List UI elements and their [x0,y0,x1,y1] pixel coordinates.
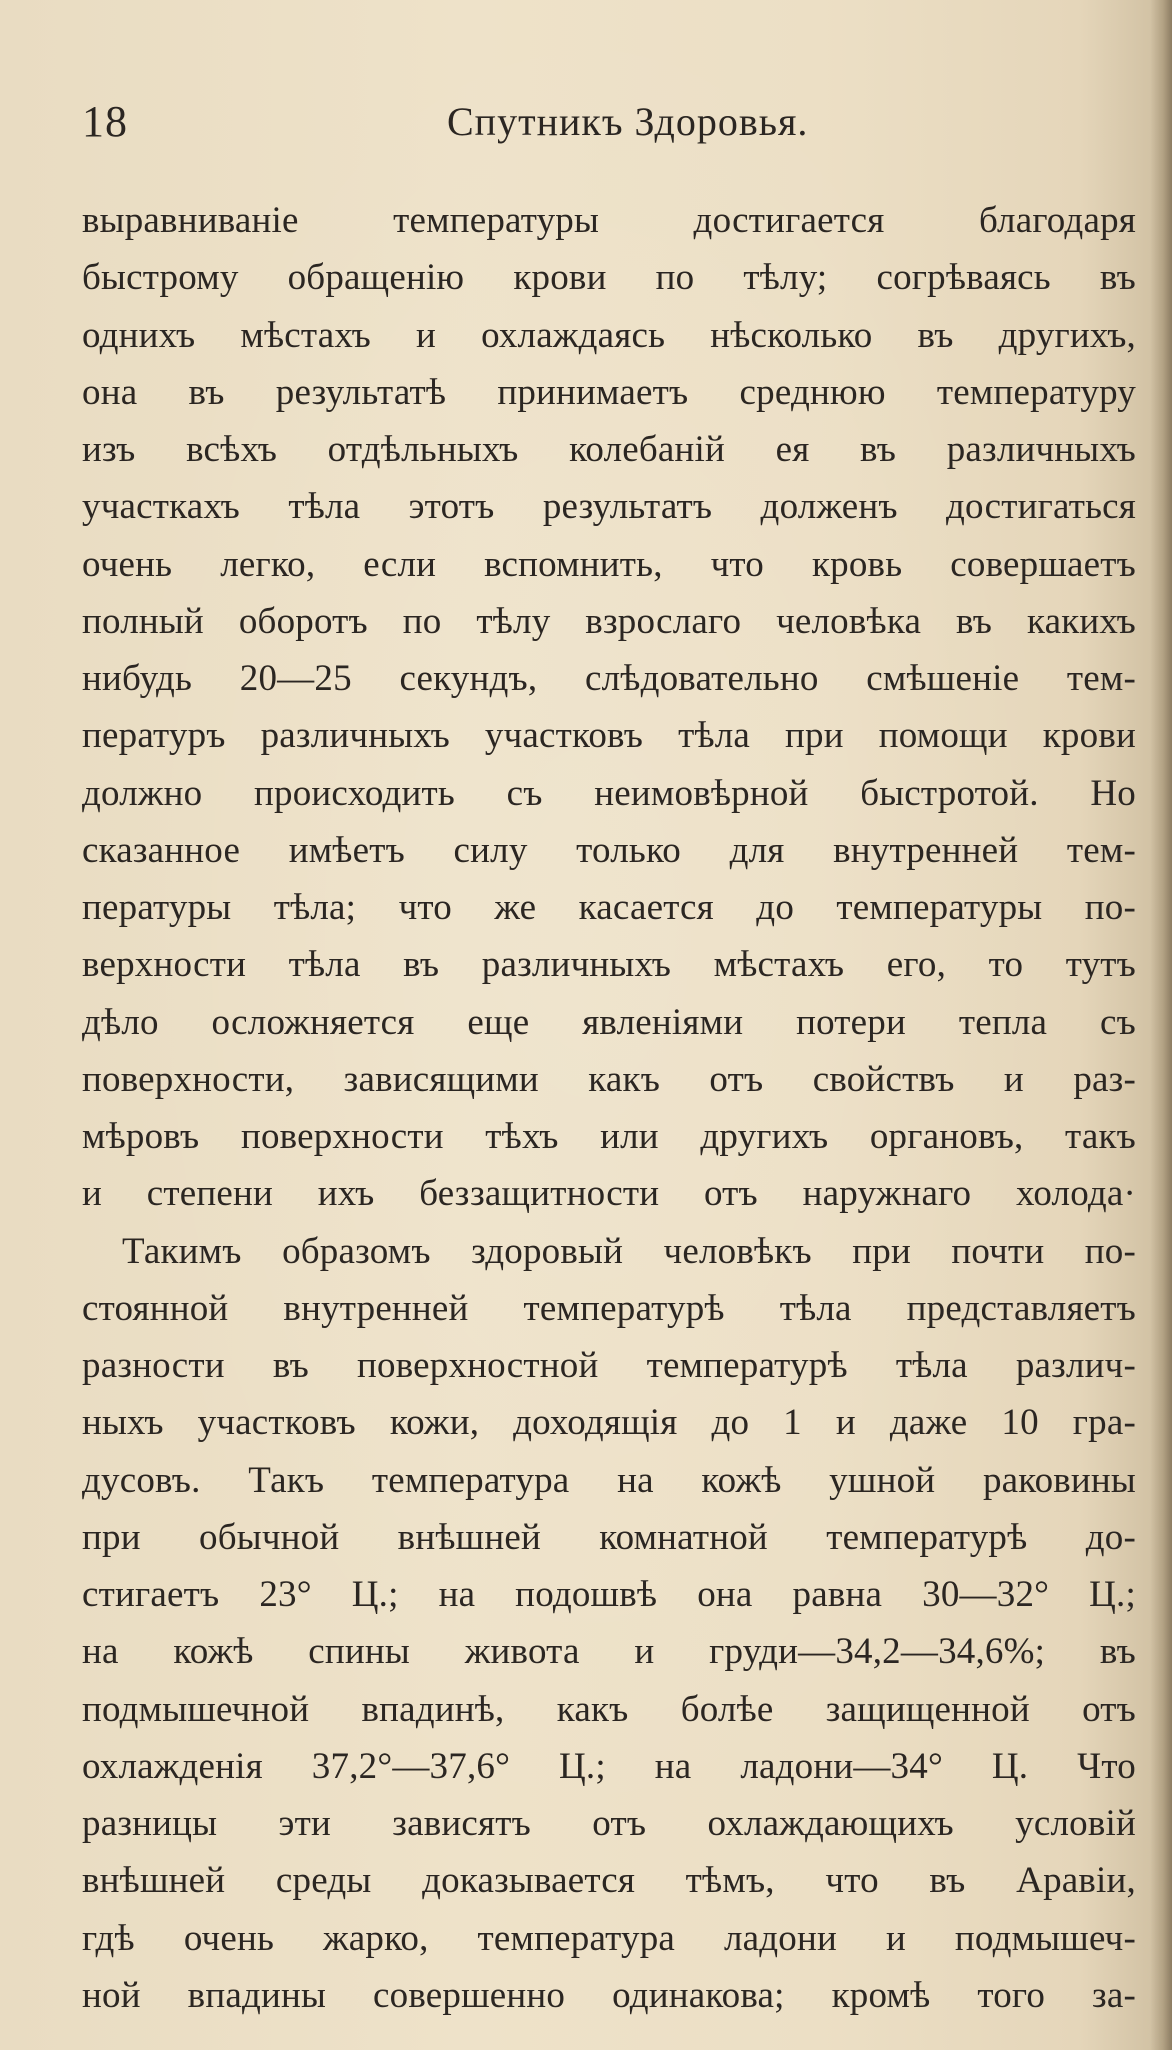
text-line: охлажденiя 37,2°—37,6° Ц.; на ладони—34° Ц. Что [82,1745,1136,1787]
page-edge-shadow [1150,0,1172,2050]
text-line: подмышечной впадинѣ, какъ болѣе защищенной отъ [82,1688,1136,1730]
page-header [82,92,1132,152]
text-line: гдѣ очень жарко, температура ладони и подмышеч- [82,1917,1136,1959]
paragraph-start-line: Такимъ образомъ здоровый человѣкъ при почти по- [122,1230,1136,1272]
text-line: поверхности, зависящими какъ отъ свойствъ и раз- [82,1058,1136,1100]
text-line: очень легко, если вспомнить, что кровь совершаетъ [82,543,1136,585]
text-line: ныхъ участковъ кожи, доходящiя до 1 и даже 10 гра- [82,1402,1136,1444]
text-line: пературъ различныхъ участковъ тѣла при помощи крови [82,715,1136,757]
text-line: должно происходить съ неимовѣрной быстротой. Но [82,772,1136,814]
text-line: мѣровъ поверхности тѣхъ или другихъ органовъ, такъ [82,1116,1136,1157]
text-line: полный оборотъ по тѣлу взрослаго человѣка въ какихъ [82,600,1136,642]
text-line: быстрому обращенiю крови по тѣлу; согрѣваясь въ [82,257,1136,299]
page-number: 18 [82,97,128,146]
text-line: однихъ мѣстахъ и охлаждаясь нѣсколько въ другихъ, [82,314,1136,356]
text-line: верхности тѣла въ различныхъ мѣстахъ его, то тутъ [82,944,1136,986]
text-line: и степени ихъ беззащитности отъ наружнаго холода· [82,1173,1136,1215]
text-line: изъ всѣхъ отдѣльныхъ колебанiй ея въ различныхъ [82,429,1136,470]
text-line: разницы эти зависятъ отъ охлаждающихъ условiй [82,1803,1136,1844]
text-line: пературы тѣла; что же касается до температуры по- [82,887,1136,928]
text-line: участкахъ тѣла этотъ результатъ долженъ достигаться [82,486,1136,528]
text-line: сказанное имѣетъ силу только для внутренней тем- [82,829,1136,871]
text-line: выравниванiе температуры достигается благодаря [82,200,1136,241]
body-text [82,192,1136,2024]
text-line: ной впадины совершенно одинакова; кромѣ того за- [82,1974,1136,2016]
text-line: она въ результатѣ принимаетъ среднюю температуру [82,371,1136,413]
text-line: нибудь 20—25 секундъ, слѣдовательно смѣшенiе тем- [82,658,1136,699]
text-line: стоянной внутренней температурѣ тѣла представляетъ [82,1287,1136,1329]
text-line: дусовъ. Такъ температура на кожѣ ушной раковины [82,1459,1136,1501]
text-line: при обычной внѣшней комнатной температурѣ до- [82,1516,1136,1558]
text-line: на кожѣ спины живота и груди—34,2—34,6%; въ [82,1631,1136,1673]
text-line: стигаетъ 23° Ц.; на подошвѣ она равна 30—32° Ц.; [82,1574,1136,1615]
text-line: внѣшней среды доказывается тѣмъ, что въ Аравiи, [82,1860,1136,1902]
text-line: разности въ поверхностной температурѣ тѣла различ- [82,1345,1136,1386]
running-title: Спутникъ Здоровья. [447,99,809,144]
text-line: дѣло осложняется еще явленiями потери тепла съ [82,1001,1136,1043]
